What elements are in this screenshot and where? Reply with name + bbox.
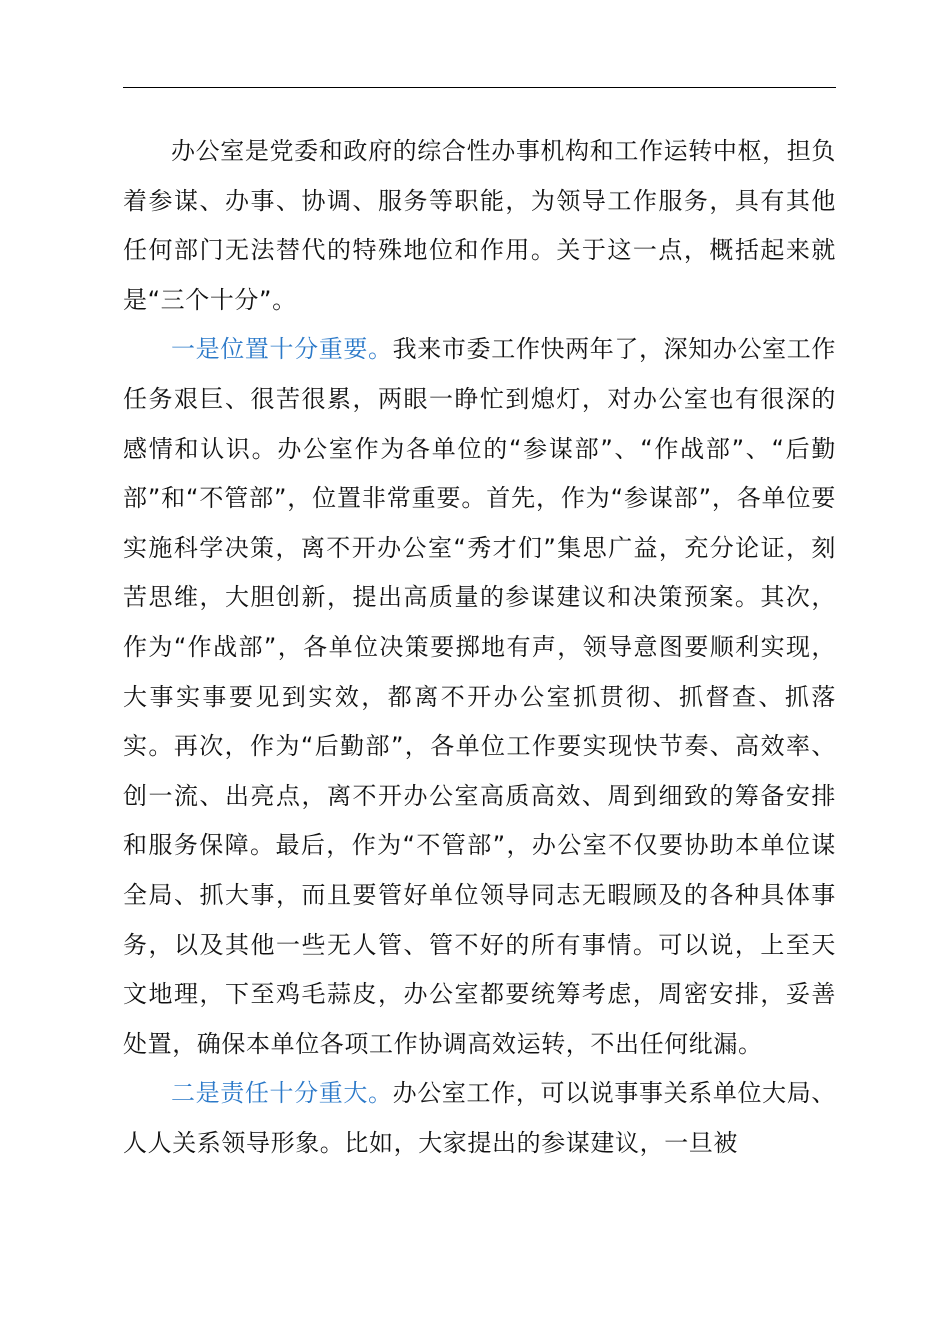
header-rule: [123, 87, 836, 88]
paragraph-heading: 一是位置十分重要。: [171, 335, 393, 364]
paragraph-text: 办公室工作，可以说事事关系单位大局、人人关系领导形象。比如，大家提出的参谋建议，一旦被: [123, 1079, 836, 1157]
paragraph-heading: 二是责任十分重大。: [171, 1079, 393, 1108]
paragraph-text: 办公室是党委和政府的综合性办事机构和工作运转中枢，担负着参谋、办事、协调、服务等职能，为领导工作服务，具有其他任何部门无法替代的特殊地位和作用。关于这一点，概括起来就是“三个十分”。: [123, 137, 836, 314]
paragraph-responsibility: [123, 1069, 836, 1168]
document-body: [123, 127, 836, 1168]
paragraph-intro: [123, 127, 836, 325]
paragraph-position: [123, 325, 836, 1069]
paragraph-text: 我来市委工作快两年了，深知办公室工作任务艰巨、很苦很累，两眼一睁忙到熄灯，对办公室也有很深的感情和认识。办公室作为各单位的“参谋部”、“作战部”、“后勤部”和“不管部”，位置非常重要。首先，作为“参谋部”，各单位要实施科学决策，离不开办公室“秀才们”集思广益，充分论证，刻苦思维，大胆创新，提出高质量的参谋建议和决策预案。其次，作为“作战部”，各单位决策要掷地有声，领导意图要顺利实现，大事实事要见到实效，都离不开办公室抓贯彻、抓督查、抓落实。再次，作为“后勤部”，各单位工作要实现快节奏、高效率、创一流、出亮点，离不开办公室高质高效、周到细致的筹备安排和服务保障。最后，作为“不管部”，办公室不仅要协助本单位谋全局、抓大事，而且要管好单位领导同志无暇顾及的各种具体事务，以及其他一些无人管、管不好的所有事情。可以说，上至天文地理，下至鸡毛蒜皮，办公室都要统筹考虑，周密安排，妥善处置，确保本单位各项工作协调高效运转，不出任何纰漏。: [123, 335, 836, 1058]
